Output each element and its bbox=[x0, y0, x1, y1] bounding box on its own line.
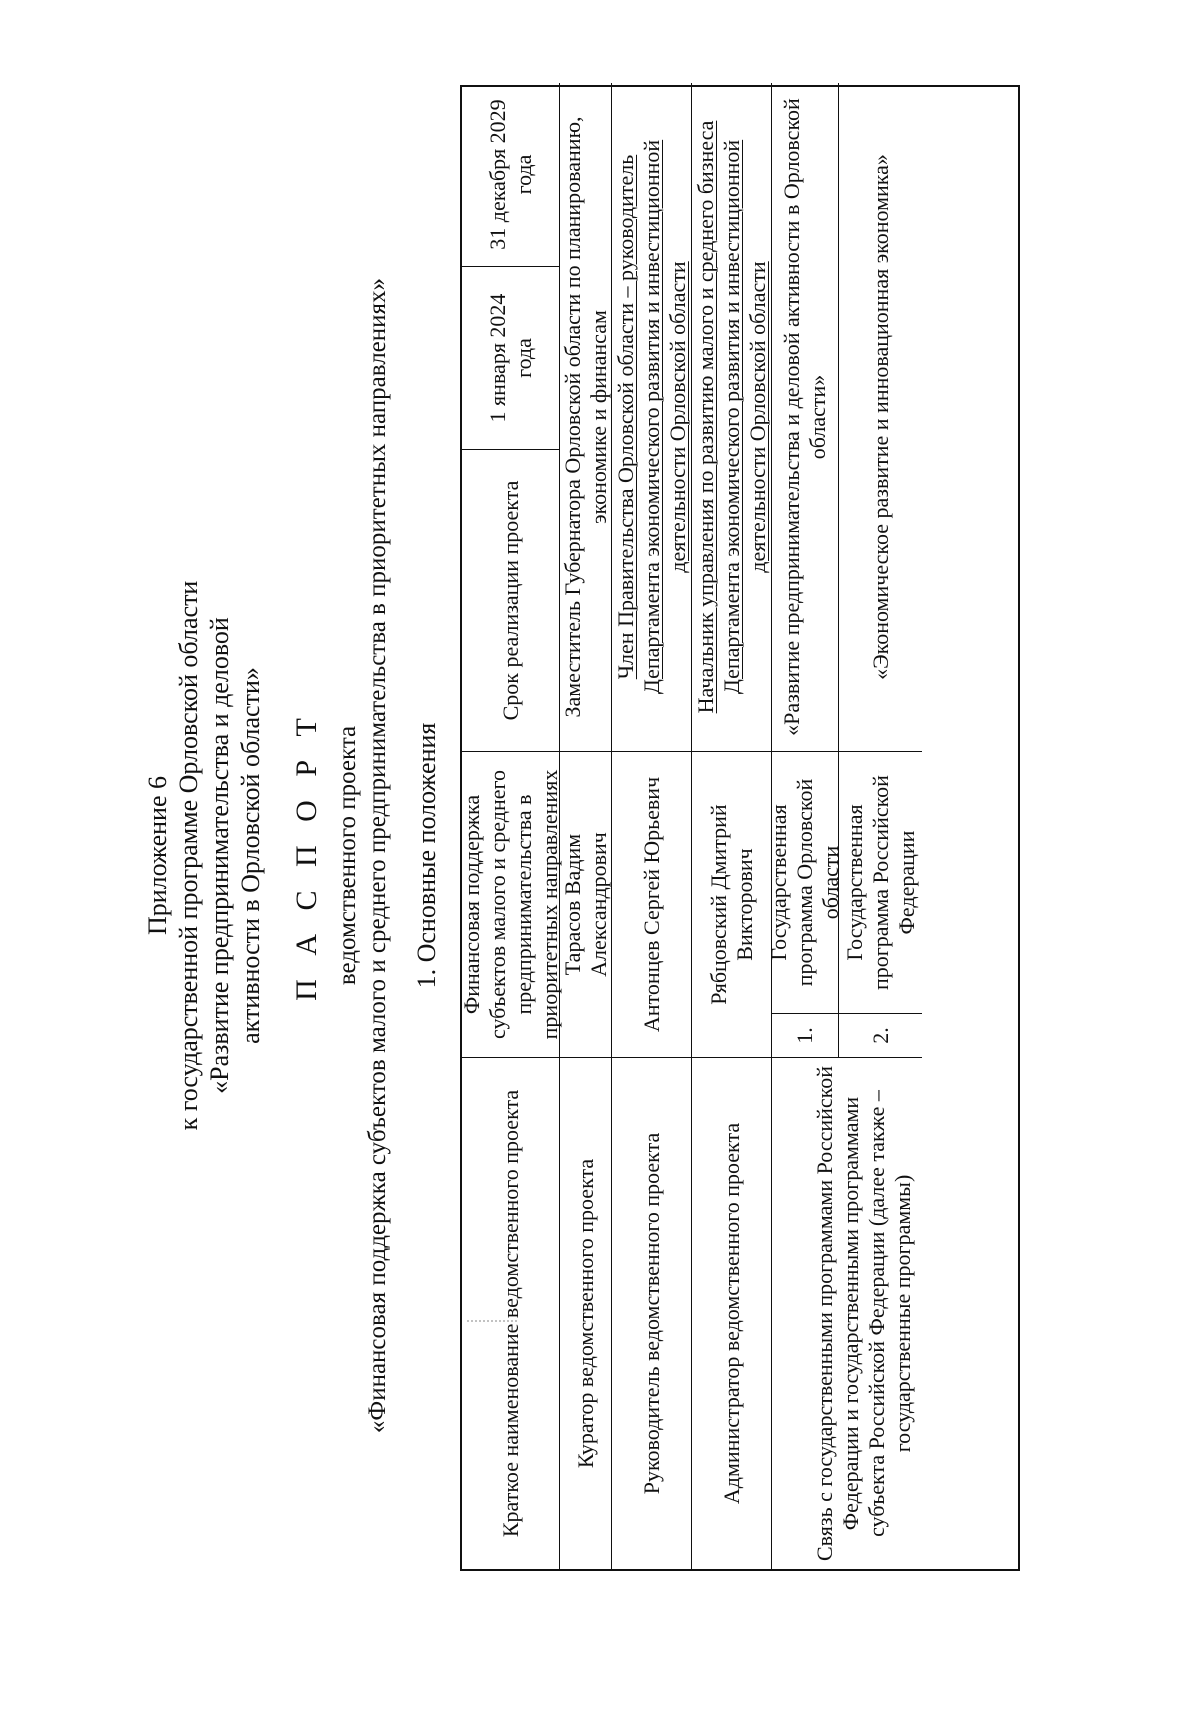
program-1-type: Государственная программа Орловской области bbox=[772, 751, 839, 1013]
programs-link-label: Связь с государственными программами Российской Федерации и государственными программами субъекта Российской Федерации (далее также – государственные программы) bbox=[772, 1057, 922, 1569]
passport-project-name: «Финансовая поддержка субъектов малого и среднего предпринимательства в приоритетных направлениях» bbox=[364, 277, 391, 1434]
appendix-header bbox=[142, 0, 266, 1711]
appendix-number: Приложение 6 bbox=[143, 775, 172, 936]
short-name-label: Краткое наименование ведомственного проекта bbox=[462, 1057, 560, 1569]
appendix-program-name-1: «Развитие предпринимательства и деловой bbox=[205, 617, 234, 1094]
administrator-position-text: Начальник управления по развитию малого и среднего бизнеса Департамента экономического развития и инвестиционной деятельности Орловской области bbox=[692, 120, 770, 714]
section-title: 1. Основные положения bbox=[412, 722, 441, 989]
curator-label: Куратор ведомственного проекта bbox=[560, 1057, 612, 1569]
period-start: 1 января 2024 года bbox=[462, 266, 560, 449]
passport-subtitle-block bbox=[333, 0, 393, 1711]
program-2-number: 2. bbox=[839, 1013, 922, 1057]
administrator-label: Администратор ведомственного проекта bbox=[692, 1057, 772, 1569]
head-position bbox=[612, 83, 692, 751]
program-1-number: 1. bbox=[772, 1013, 839, 1057]
administrator-name: Рябцовский Дмитрий Викторович bbox=[692, 751, 772, 1057]
curator-name: Тарасов Вадим Александрович bbox=[560, 751, 612, 1057]
period-end: 31 декабря 2029 года bbox=[462, 83, 560, 266]
appendix-program-ref: к государственной программе Орловской области bbox=[174, 580, 203, 1131]
passport-title: П А С П О Р Т bbox=[290, 710, 323, 1001]
appendix-program-name-2: активности в Орловской области» bbox=[236, 667, 265, 1044]
scan-speckles bbox=[467, 1320, 517, 1328]
passport-subtitle: ведомственного проекта bbox=[334, 725, 361, 986]
head-position-text: Член Правительства Орловской области – руководитель Департамента экономического развития и инвестиционной деятельности Орловской области bbox=[612, 139, 690, 695]
curator-position: Заместитель Губернатора Орловской области по планированию, экономике и финансам bbox=[560, 83, 612, 751]
program-1-name: «Развитие предпринимательства и деловой активности в Орловской области» bbox=[772, 83, 839, 751]
program-2-type: Государственная программа Российской Федерации bbox=[839, 751, 922, 1013]
short-name-value: Финансовая поддержка субъектов малого и среднего предпринимательства в приоритетных направлениях bbox=[462, 751, 560, 1057]
program-2-name: «Экономическое развитие и инновационная экономика» bbox=[867, 154, 893, 680]
head-label: Руководитель ведомственного проекта bbox=[612, 1057, 692, 1569]
administrator-position bbox=[692, 83, 772, 751]
main-provisions-table bbox=[460, 85, 1020, 1571]
head-name: Антонцев Сергей Юрьевич bbox=[612, 751, 692, 1057]
period-label: Срок реализации проекта bbox=[462, 449, 560, 751]
